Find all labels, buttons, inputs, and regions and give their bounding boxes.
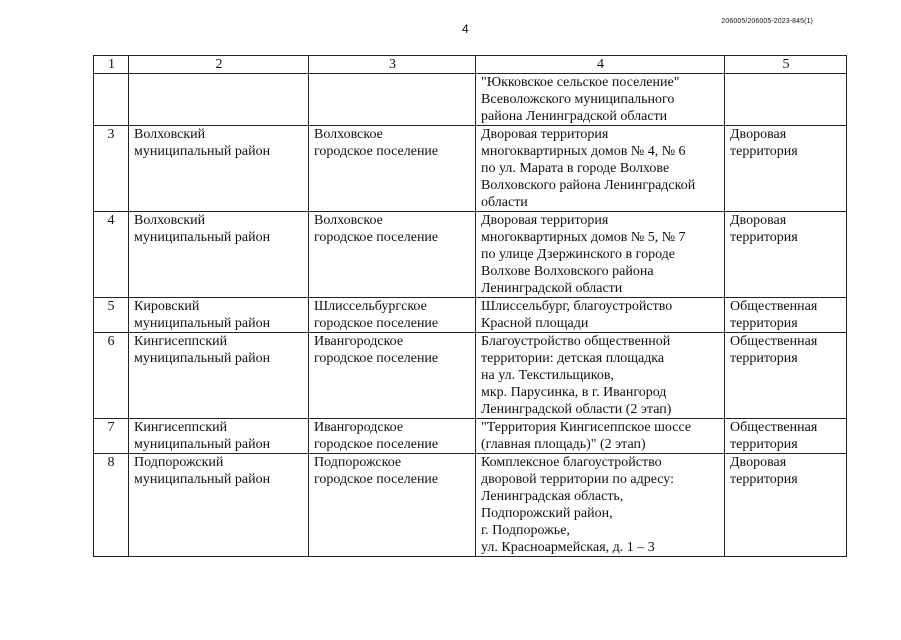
description-cell: "Территория Кингисеппское шоссе (главная площадь)" (2 этап) xyxy=(476,419,725,454)
territory-type-cell: Дворовая территория xyxy=(725,212,847,298)
description-cell: Дворовая территория многоквартирных домов № 5, № 7 по улице Дзержинского в городе Волхове Волховского района Ленинградской области xyxy=(476,212,725,298)
column-header-2: 2 xyxy=(129,56,309,74)
settlement-cell xyxy=(309,74,476,126)
settlement-cell: Подпорожское городское поселение xyxy=(309,454,476,557)
district-cell xyxy=(129,74,309,126)
district-cell: Кировский муниципальный район xyxy=(129,298,309,333)
column-header-3: 3 xyxy=(309,56,476,74)
district-cell: Волховский муниципальный район xyxy=(129,212,309,298)
row-number: 6 xyxy=(94,333,129,419)
district-cell: Кингисеппский муниципальный район xyxy=(129,333,309,419)
description-cell: Шлиссельбург, благоустройство Красной площади xyxy=(476,298,725,333)
column-header-4: 4 xyxy=(476,56,725,74)
settlement-cell: Волховское городское поселение xyxy=(309,126,476,212)
row-number: 7 xyxy=(94,419,129,454)
row-number: 5 xyxy=(94,298,129,333)
territory-type-cell: Дворовая территория xyxy=(725,126,847,212)
row-number: 4 xyxy=(94,212,129,298)
row-number: 8 xyxy=(94,454,129,557)
table-row xyxy=(94,74,847,126)
settlement-cell: Шлиссельбургское городское поселение xyxy=(309,298,476,333)
territory-type-cell: Общественная территория xyxy=(725,419,847,454)
territory-type-cell: Дворовая территория xyxy=(725,454,847,557)
district-cell: Волховский муниципальный район xyxy=(129,126,309,212)
header-row xyxy=(94,56,847,74)
description-cell: Комплексное благоустройство дворовой территории по адресу: Ленинградская область, Подпорожский район, г. Подпорожье, ул. Красноармейская, д. 1 – 3 xyxy=(476,454,725,557)
territory-type-cell: Общественная территория xyxy=(725,333,847,419)
settlement-cell: Волховское городское поселение xyxy=(309,212,476,298)
table-row xyxy=(94,454,847,557)
settlement-cell: Ивангородское городское поселение xyxy=(309,333,476,419)
territory-type-cell xyxy=(725,74,847,126)
column-header-5: 5 xyxy=(725,56,847,74)
settlement-cell: Ивангородское городское поселение xyxy=(309,419,476,454)
description-cell: Дворовая территория многоквартирных домов № 4, № 6 по ул. Марата в городе Волхове Волховского района Ленинградской области xyxy=(476,126,725,212)
description-cell: "Юкковское сельское поселение" Всеволожского муниципального района Ленинградской области xyxy=(476,74,725,126)
column-header-1: 1 xyxy=(94,56,129,74)
page-number: 4 xyxy=(462,22,469,36)
data-table xyxy=(93,55,847,557)
table-row xyxy=(94,212,847,298)
document-id: 206005/206005-2023-845(1) xyxy=(721,18,813,25)
district-cell: Подпорожский муниципальный район xyxy=(129,454,309,557)
district-cell: Кингисеппский муниципальный район xyxy=(129,419,309,454)
table-row xyxy=(94,126,847,212)
territory-type-cell: Общественная территория xyxy=(725,298,847,333)
table-row xyxy=(94,298,847,333)
row-number xyxy=(94,74,129,126)
table-row xyxy=(94,419,847,454)
description-cell: Благоустройство общественной территории: детская площадка на ул. Текстильщиков, мкр. Парусинка, в г. Ивангород Ленинградской области (2 этап) xyxy=(476,333,725,419)
table-row xyxy=(94,333,847,419)
row-number: 3 xyxy=(94,126,129,212)
